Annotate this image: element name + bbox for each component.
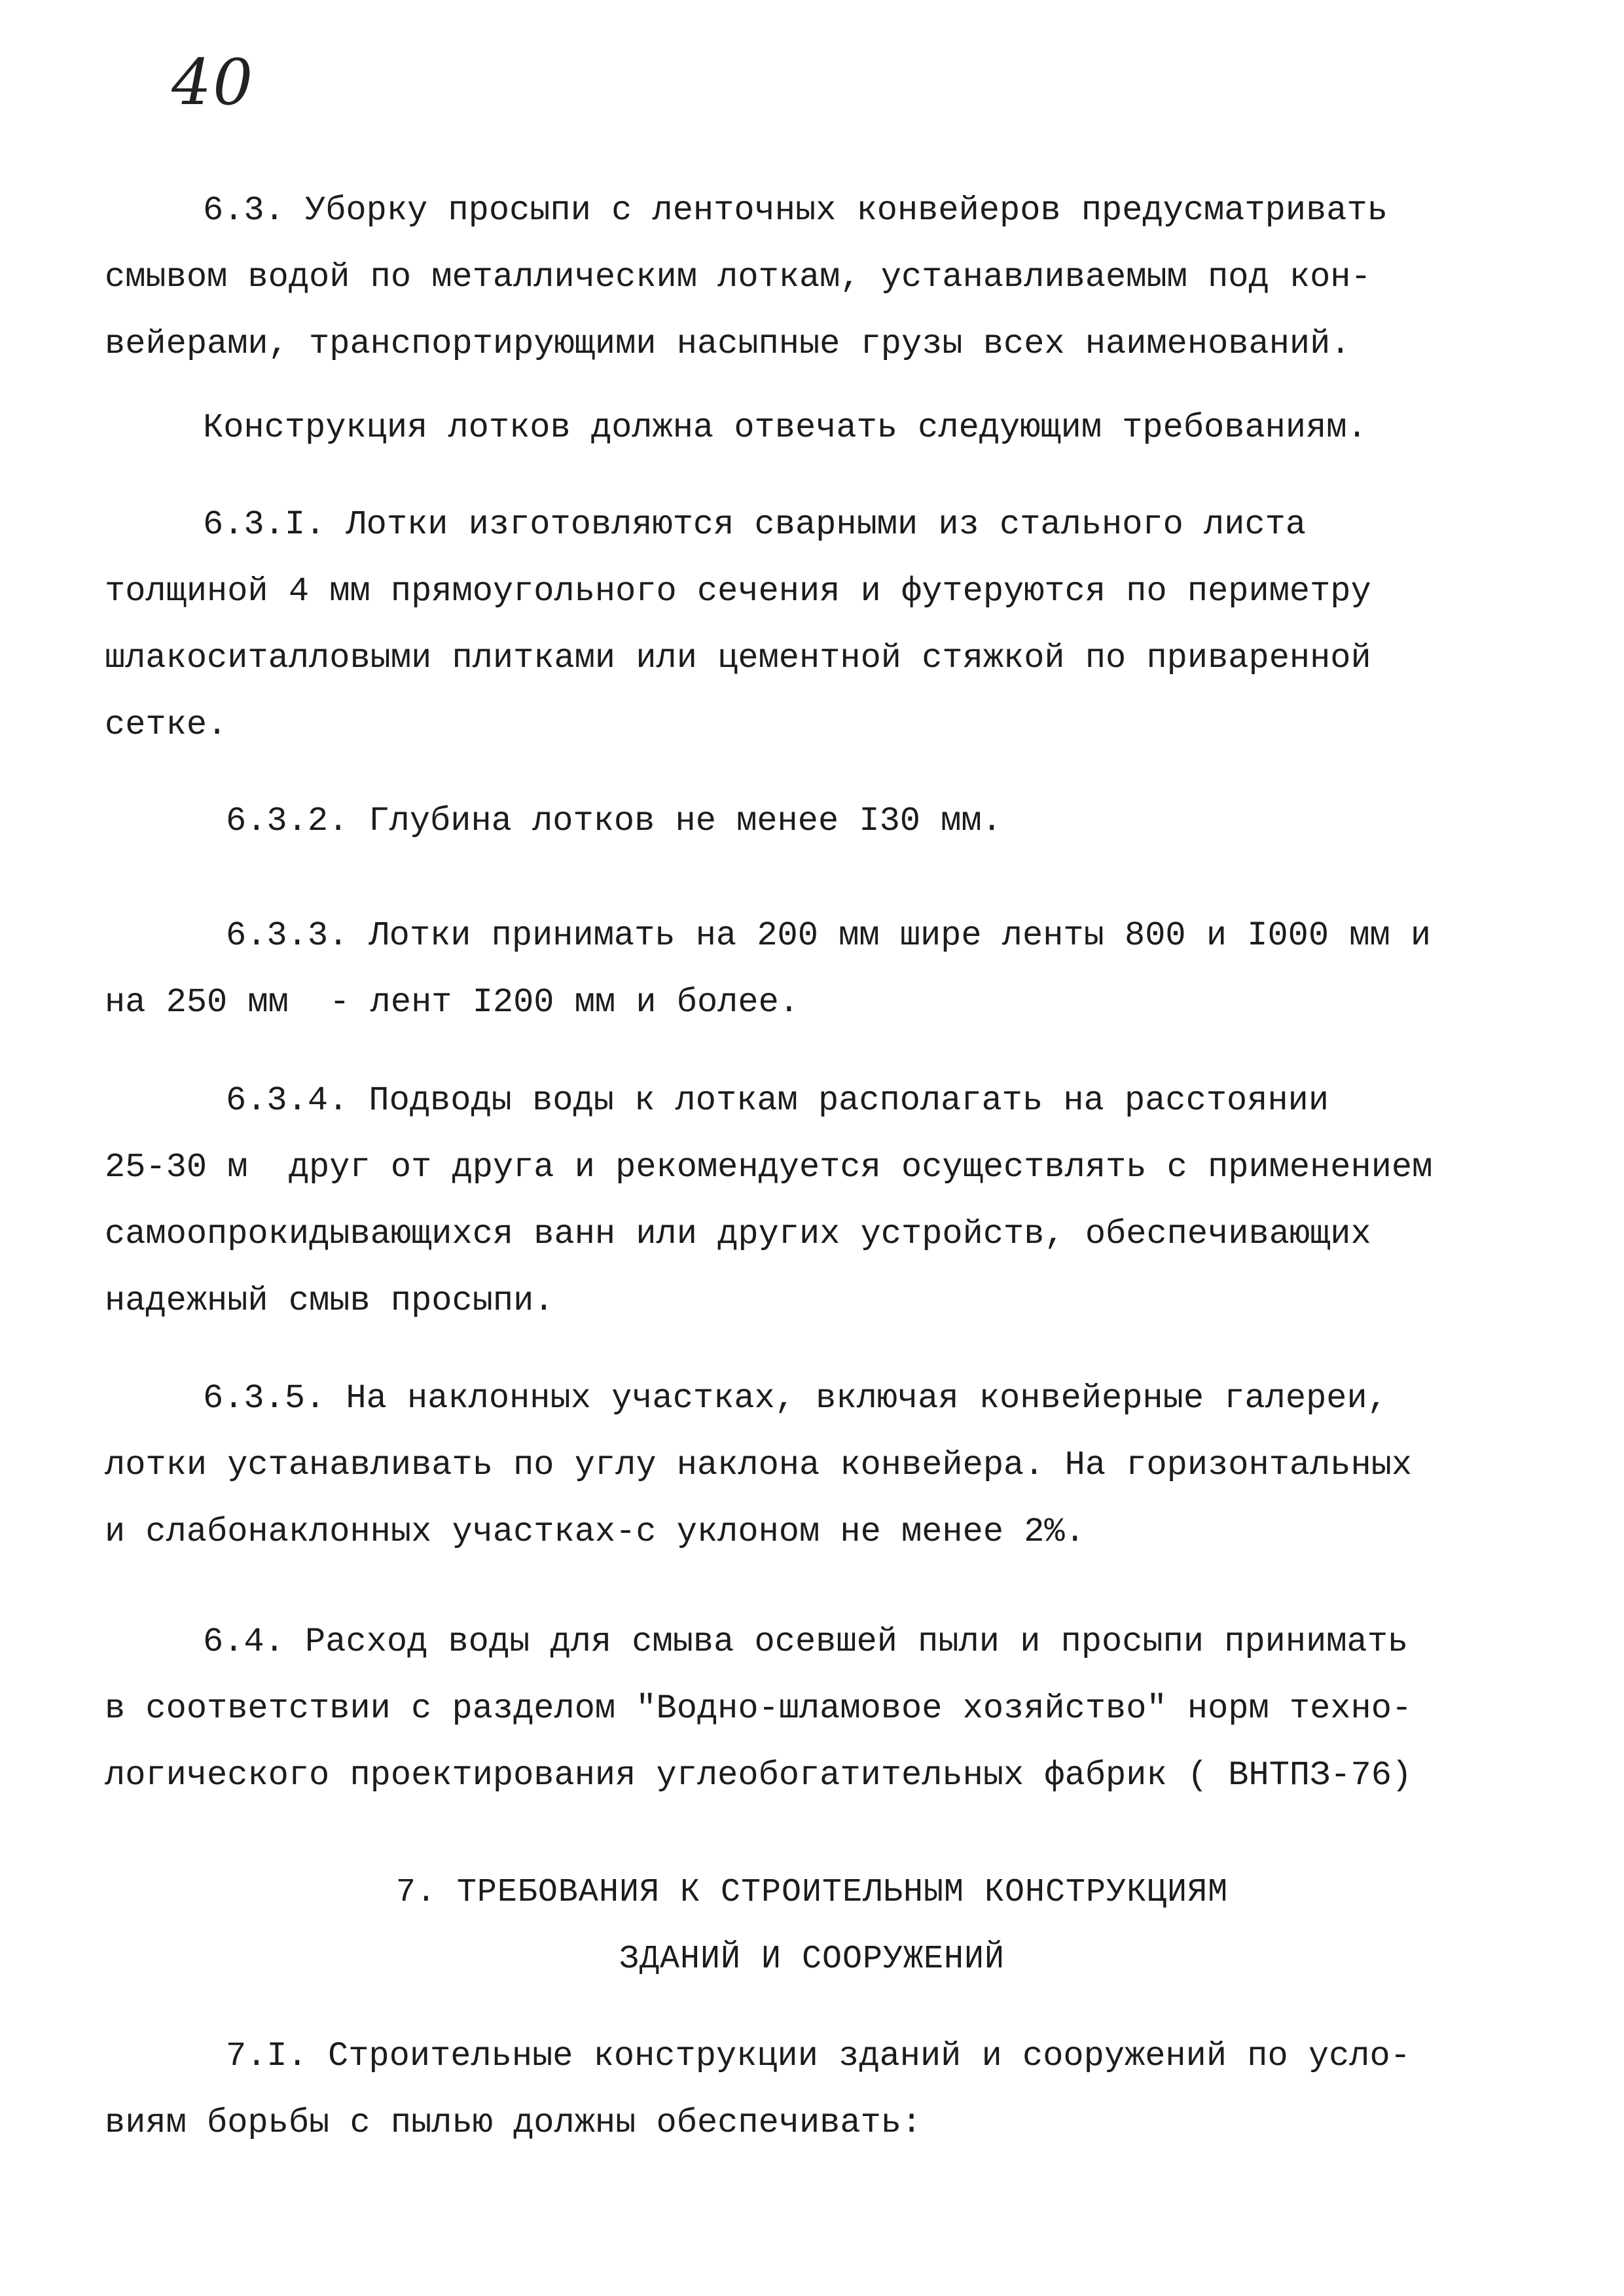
text-line: 6.3.5. На наклонных участках, включая конвейерные галереи, [203,1379,1388,1418]
text-line: Конструкция лотков должна отвечать следующим требованиям. [203,408,1367,447]
text-line: шлакоситалловыми плитками или цементной стяжкой по приваренной [105,639,1371,677]
text-line: вейерами, транспортирующими насыпные грузы всех наименований. [105,325,1351,363]
text-line: 6.4. Расход воды для смыва осевшей пыли и просыпи принимать [203,1623,1409,1661]
text-line: 6.3.I. Лотки изготовляются сварными из стального листа [203,505,1307,544]
text-line: 6.3.3. Лотки принимать на 200 мм шире ленты 800 и I000 мм и [226,916,1432,955]
heading-line: 7. ТРЕБОВАНИЯ К СТРОИТЕЛЬНЫМ КОНСТРУКЦИЯМ [395,1874,1229,1911]
text-line: в соответствии с разделом "Водно-шламовое хозяйство" норм техно- [105,1689,1413,1728]
text-line: 6.3.2. Глубина лотков не менее I30 мм. [226,802,1002,840]
heading-line: ЗДАНИЙ И СООРУЖЕНИЙ [619,1941,1005,1978]
text-line: самоопрокидывающихся ванн или других устройств, обеспечивающих [105,1215,1371,1253]
page-number: 40 [171,46,255,119]
text-line: сетке. [105,706,228,744]
text-line: 7.I. Строительные конструкции зданий и сооружений по усло- [226,2037,1411,2075]
text-line: на 250 мм - лент I200 мм и более. [105,983,799,1022]
text-line: и слабонаклонных участках-с уклоном не менее 2%. [105,1513,1085,1551]
text-line: 6.3. Уборку просыпи с ленточных конвейеров предусматривать [203,191,1388,230]
text-line: надежный смыв просыпи. [105,1282,554,1320]
text-line: 6.3.4. Подводы воды к лоткам располагать на расстоянии [226,1081,1329,1120]
text-line: смывом водой по металлическим лоткам, устанавливаемым под кон- [105,258,1371,296]
text-line: логического проектирования углеобогатительных фабрик ( ВНТПЗ-76) [105,1756,1413,1795]
text-line: 25-30 м друг от друга и рекомендуется осуществлять с применением [105,1148,1433,1187]
text-line: виям борьбы с пылью должны обеспечивать: [105,2104,922,2142]
text-line: толщиной 4 мм прямоугольного сечения и футеруются по периметру [105,572,1371,611]
text-line: лотки устанавливать по углу наклона конвейера. На горизонтальных [105,1446,1413,1484]
